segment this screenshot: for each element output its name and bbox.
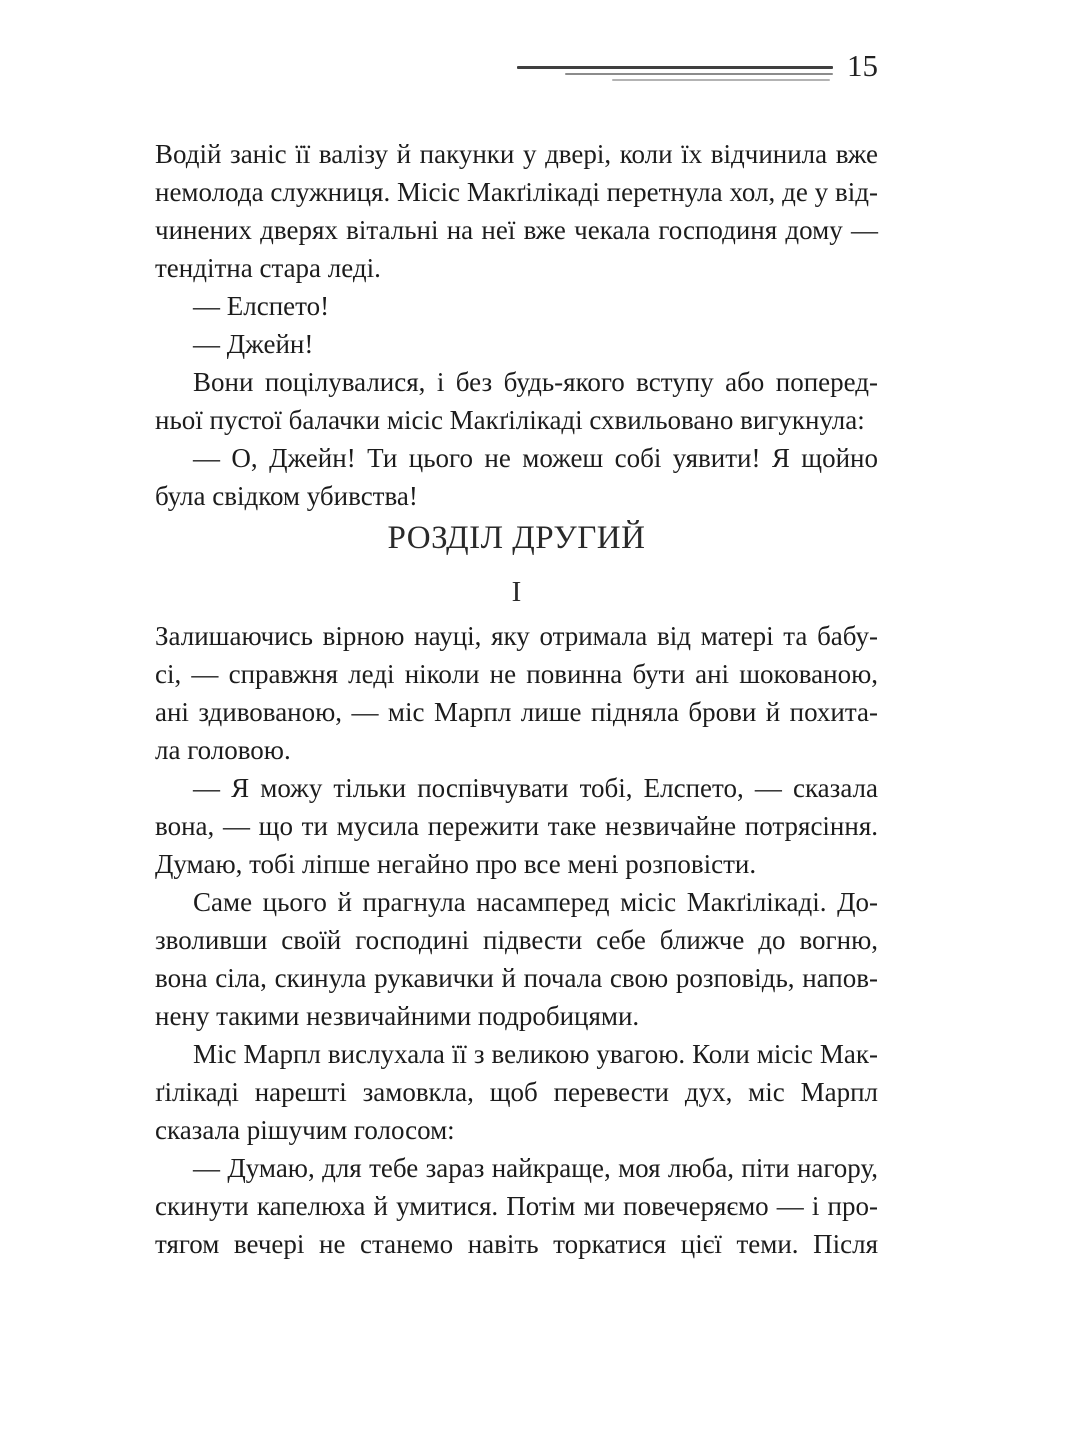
text-line: — О, Джейн! Ти цього не можеш собі уявити! Я щойно xyxy=(193,443,878,473)
text-line: — Думаю, для тебе зараз найкраще, моя люба, піти нагору, xyxy=(193,1153,878,1183)
text-block xyxy=(155,135,878,1263)
text-line: тендітна стара леді. xyxy=(155,253,381,283)
text-line: Вони поцілувалися, і без будь-якого вступу або поперед- xyxy=(193,367,878,397)
text-line: вона сіла, скинула рукавички й почала свою розповідь, напов- xyxy=(155,963,878,993)
text-line: була свідком убивства! xyxy=(155,481,418,511)
text-line: зволивши своїй господині підвести себе ближче до вогню, xyxy=(155,925,878,955)
paragraph xyxy=(155,363,878,439)
text-line: Думаю, тобі ліпше негайно про все мені розповісти. xyxy=(155,849,757,879)
paragraph xyxy=(155,135,878,287)
text-line: — Елспето! xyxy=(193,291,330,321)
text-line: немолода служниця. Місіс Макґілікаді перетнула хол, де у від- xyxy=(155,177,878,207)
paragraph xyxy=(155,1149,878,1263)
text-line: вона, — що ти мусила пережити таке незвичайне потрясіння. xyxy=(155,811,878,841)
text-line: тягом вечері не станемо навіть торкатися цієї теми. Після xyxy=(155,1229,878,1259)
text-line: нену такими незвичайними подробицями. xyxy=(155,1001,640,1031)
text-line: ґілікаді нарешті замовкла, щоб перевести дух, міс Марпл xyxy=(155,1077,878,1107)
header-divider-rule-thin xyxy=(612,79,830,81)
text-line: ані здивованою, — міс Марпл лише підняла брови й похита- xyxy=(155,697,878,727)
paragraph xyxy=(155,1035,878,1149)
text-line: чинених дверях вітальні на неї вже чекала господиня дому — xyxy=(155,215,878,245)
text-line: Саме цього й прагнула насамперед місіс Макґілікаді. До- xyxy=(193,887,878,917)
paragraph xyxy=(155,325,878,363)
text-line: Водій заніс її валізу й пакунки у двері, коли їх відчинила вже xyxy=(155,139,878,169)
text-line: ла головою. xyxy=(155,735,291,765)
paragraph xyxy=(155,287,878,325)
chapter-heading: РОЗДІЛ ДРУГИЙ xyxy=(387,520,646,556)
text-line: — Я можу тільки поспівчувати тобі, Елспето, — сказала xyxy=(193,773,878,803)
text-line: — Джейн! xyxy=(193,329,314,359)
text-line: сказала рішучим голосом: xyxy=(155,1115,455,1145)
text-line: ньої пустої балачки місіс Макґілікаді схвильовано вигукнула: xyxy=(155,405,865,435)
header-divider-rule-medium xyxy=(565,73,833,75)
text-line: сі, — справжня леді ніколи не повинна бути ані шокованою, xyxy=(155,659,878,689)
paragraph xyxy=(155,883,878,1035)
paragraph xyxy=(155,617,878,769)
section-number: I xyxy=(511,576,522,608)
text-line: Міс Марпл вислухала її з великою увагою. Коли місіс Мак- xyxy=(193,1039,878,1069)
paragraph xyxy=(155,439,878,515)
text-line: скинути капелюха й умитися. Потім ми повечеряємо — і про- xyxy=(155,1191,878,1221)
header-divider-rule-thick xyxy=(517,66,833,69)
text-line: Залишаючись вірною науці, яку отримала від матері та бабу- xyxy=(155,621,878,651)
paragraph xyxy=(155,769,878,883)
page-number: 15 xyxy=(847,48,878,83)
